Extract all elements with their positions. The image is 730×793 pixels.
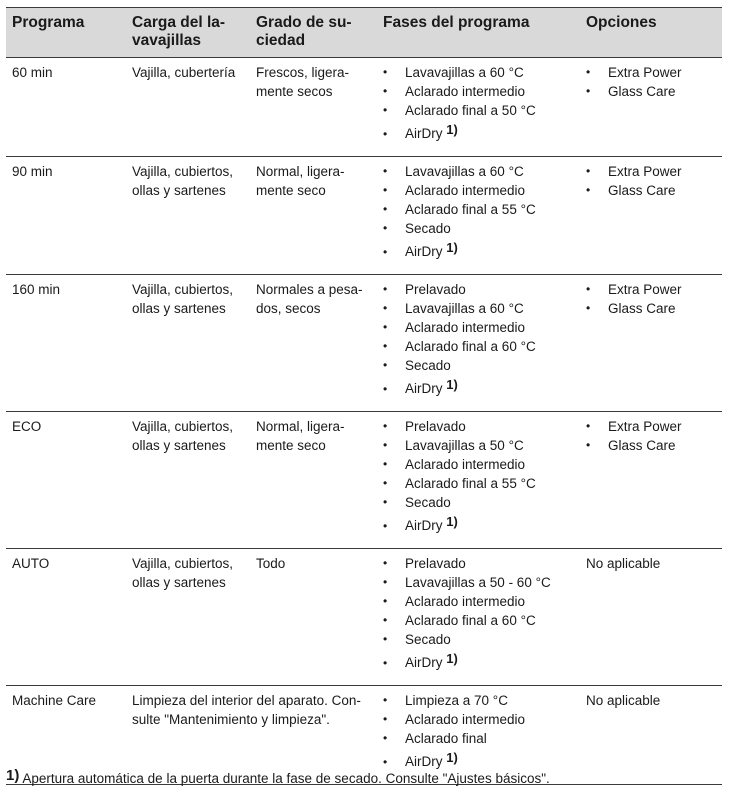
footnote-ref: 1) bbox=[446, 122, 458, 137]
table-row bbox=[6, 157, 722, 275]
cell-fases bbox=[377, 554, 580, 675]
cell-carga: Limpieza del interior del aparato. Con- sulte "Mantenimiento y limpieza". bbox=[132, 693, 361, 727]
phase-list bbox=[383, 280, 580, 401]
cell-opciones bbox=[580, 162, 722, 264]
option-item: • Extra Power bbox=[586, 417, 722, 436]
phase-item bbox=[383, 710, 580, 729]
phase-label: AirDry bbox=[405, 655, 443, 670]
cell-carga: Vajilla, cubertería bbox=[132, 65, 236, 80]
phase-item bbox=[383, 651, 580, 675]
phase-item bbox=[383, 573, 580, 592]
cell-fases bbox=[377, 162, 580, 264]
cell-grado: Normal, ligera- mente seco bbox=[256, 164, 345, 198]
cell-programa: AUTO bbox=[12, 556, 50, 571]
option-item: • Extra Power bbox=[586, 162, 722, 181]
option-text: No aplicable bbox=[586, 693, 661, 708]
option-list bbox=[586, 63, 722, 101]
footnote-ref: 1) bbox=[446, 750, 458, 765]
phase-label: Lavavajillas a 60 °C bbox=[405, 301, 524, 316]
cell-fases bbox=[377, 691, 580, 774]
footnote-ref: 1) bbox=[446, 651, 458, 666]
cell-carga: Vajilla, cubiertos, ollas y sartenes bbox=[132, 164, 234, 198]
header-programa: Programa bbox=[12, 14, 85, 31]
phase-item bbox=[383, 219, 580, 238]
cell-fases bbox=[377, 280, 580, 401]
phase-item bbox=[383, 377, 580, 401]
cell-grado: Frescos, ligera- mente secos bbox=[256, 65, 350, 99]
phase-label: Secado bbox=[405, 358, 451, 373]
phase-label: Prelavado bbox=[405, 282, 466, 297]
cell-opciones bbox=[580, 63, 722, 146]
phase-label: Aclarado intermedio bbox=[405, 183, 526, 198]
phase-label: Secado bbox=[405, 632, 451, 647]
phase-item bbox=[383, 691, 580, 710]
phase-label: AirDry bbox=[405, 518, 443, 533]
phase-label: Lavavajillas a 60 °C bbox=[405, 164, 524, 179]
phase-item bbox=[383, 337, 580, 356]
phase-item bbox=[383, 162, 580, 181]
phase-item bbox=[383, 554, 580, 573]
phase-item bbox=[383, 474, 580, 493]
table-row bbox=[6, 549, 722, 686]
cell-carga: Vajilla, cubiertos, ollas y sartenes bbox=[132, 419, 234, 453]
program-table bbox=[6, 7, 722, 785]
header-carga: Carga del la- vavajillas bbox=[132, 14, 226, 49]
cell-grado: Normales a pesa- dos, secos bbox=[256, 282, 363, 316]
phase-item bbox=[383, 82, 580, 101]
cell-carga: Vajilla, cubiertos, ollas y sartenes bbox=[132, 556, 234, 590]
phase-label: Prelavado bbox=[405, 419, 466, 434]
phase-item bbox=[383, 729, 580, 748]
phase-label: Secado bbox=[405, 221, 451, 236]
phase-label: Aclarado final a 55 °C bbox=[405, 476, 536, 491]
phase-label: AirDry bbox=[405, 126, 443, 141]
phase-list bbox=[383, 63, 580, 146]
cell-opciones bbox=[580, 554, 722, 675]
cell-programa: ECO bbox=[12, 419, 42, 434]
phase-item bbox=[383, 101, 580, 120]
phase-item bbox=[383, 356, 580, 375]
header-opciones: Opciones bbox=[586, 14, 657, 31]
phase-item bbox=[383, 436, 580, 455]
phase-label: Limpieza a 70 °C bbox=[405, 693, 508, 708]
option-item: • Extra Power bbox=[586, 280, 722, 299]
cell-programa: Machine Care bbox=[12, 693, 97, 708]
cell-programa: 90 min bbox=[12, 164, 53, 179]
phase-label: Lavavajillas a 60 °C bbox=[405, 65, 524, 80]
phase-item bbox=[383, 630, 580, 649]
phase-label: Aclarado final a 60 °C bbox=[405, 339, 536, 354]
phase-item bbox=[383, 240, 580, 264]
phase-item bbox=[383, 417, 580, 436]
footnote-ref: 1) bbox=[446, 377, 458, 392]
phase-item bbox=[383, 318, 580, 337]
phase-item bbox=[383, 181, 580, 200]
option-item: • Extra Power bbox=[586, 63, 722, 82]
option-item: • Glass Care bbox=[586, 436, 722, 455]
cell-opciones bbox=[580, 417, 722, 538]
phase-item bbox=[383, 514, 580, 538]
phase-list bbox=[383, 691, 580, 774]
table-row bbox=[6, 275, 722, 412]
option-item: • Glass Care bbox=[586, 181, 722, 200]
phase-label: Aclarado final a 60 °C bbox=[405, 613, 536, 628]
option-item: • Glass Care bbox=[586, 299, 722, 318]
header-fases: Fases del programa bbox=[383, 14, 530, 31]
cell-opciones bbox=[580, 691, 722, 774]
phase-list bbox=[383, 554, 580, 675]
cell-fases bbox=[377, 63, 580, 146]
phase-label: Lavavajillas a 50 - 60 °C bbox=[405, 575, 551, 590]
phase-item bbox=[383, 299, 580, 318]
phase-label: Aclarado intermedio bbox=[405, 320, 526, 335]
phase-item bbox=[383, 122, 580, 146]
header-grado: Grado de su- ciedad bbox=[256, 14, 352, 49]
phase-label: AirDry bbox=[405, 754, 443, 769]
option-list bbox=[586, 280, 722, 318]
cell-carga: Vajilla, cubiertos, ollas y sartenes bbox=[132, 282, 234, 316]
footnote-mark: 1) bbox=[6, 767, 20, 784]
phase-label: Aclarado final a 55 °C bbox=[405, 202, 536, 217]
cell-fases bbox=[377, 417, 580, 538]
phase-item bbox=[383, 493, 580, 512]
cell-grado: Todo bbox=[256, 556, 286, 571]
cell-opciones bbox=[580, 280, 722, 401]
phase-item bbox=[383, 455, 580, 474]
phase-label: Aclarado intermedio bbox=[405, 457, 526, 472]
phase-label: Aclarado intermedio bbox=[405, 84, 526, 99]
phase-label: Secado bbox=[405, 495, 451, 510]
phase-list bbox=[383, 417, 580, 538]
footnote-ref: 1) bbox=[446, 514, 458, 529]
phase-label: Aclarado final a 50 °C bbox=[405, 103, 536, 118]
option-list bbox=[586, 162, 722, 200]
footnote-text: Apertura automática de la puerta durante la fase de secado. Consulte "Ajustes básicos". bbox=[22, 771, 550, 786]
phase-label: Aclarado final bbox=[405, 731, 487, 746]
phase-item bbox=[383, 592, 580, 611]
table-header bbox=[6, 7, 722, 58]
phase-item bbox=[383, 200, 580, 219]
phase-item bbox=[383, 63, 580, 82]
phase-label: Aclarado intermedio bbox=[405, 712, 526, 727]
table-row bbox=[6, 412, 722, 549]
footnote bbox=[6, 767, 550, 786]
phase-label: AirDry bbox=[405, 244, 443, 259]
option-list bbox=[586, 417, 722, 455]
phase-label: Lavavajillas a 50 °C bbox=[405, 438, 524, 453]
phase-list bbox=[383, 162, 580, 264]
cell-grado: Normal, ligera- mente seco bbox=[256, 419, 345, 453]
phase-item bbox=[383, 611, 580, 630]
phase-label: AirDry bbox=[405, 381, 443, 396]
cell-programa: 160 min bbox=[12, 282, 61, 297]
phase-label: Prelavado bbox=[405, 556, 466, 571]
cell-programa: 60 min bbox=[12, 65, 53, 80]
option-text: No aplicable bbox=[586, 556, 661, 571]
table-row bbox=[6, 58, 722, 157]
phase-item bbox=[383, 280, 580, 299]
option-item: • Glass Care bbox=[586, 82, 722, 101]
footnote-ref: 1) bbox=[446, 240, 458, 255]
phase-label: Aclarado intermedio bbox=[405, 594, 526, 609]
